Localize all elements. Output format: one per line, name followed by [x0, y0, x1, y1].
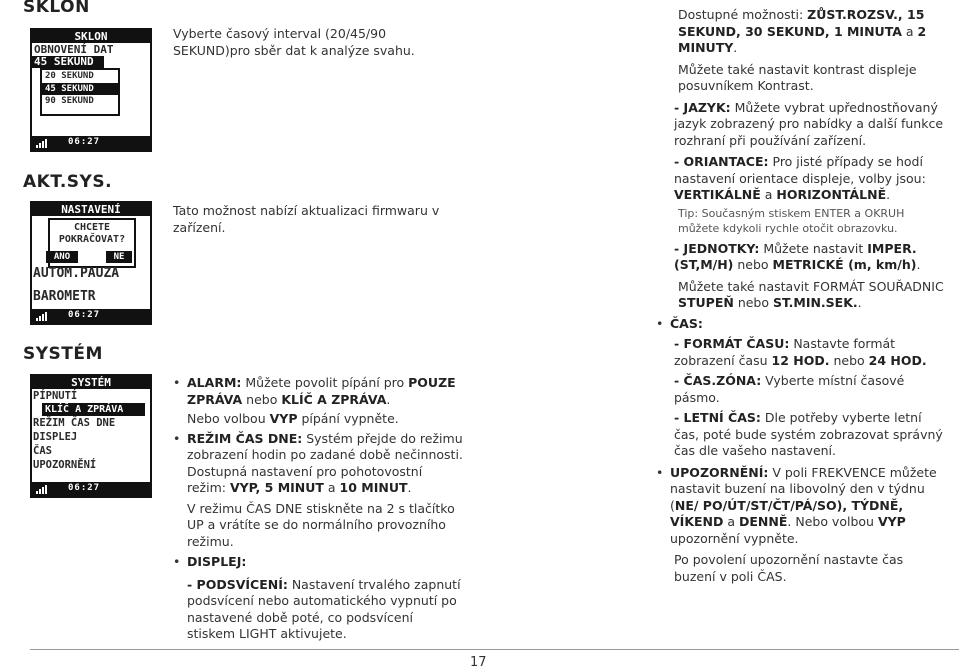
aktsys-description: Tato možnost nabízí aktualizaci firmwaru v zařízení.	[173, 203, 440, 235]
clock-time: 06:27	[68, 137, 101, 147]
screen-title: SYSTÉM	[32, 376, 150, 389]
screen-row: DISPLEJ	[33, 431, 78, 443]
screen-row: OBNOVENÍ DAT	[34, 43, 114, 56]
screen-row: REŽIM ČAS DNE	[33, 417, 116, 429]
sklon-description: Vyberte časový interval (20/45/90 SEKUND)pro sběr dat k analýze svahu.	[173, 26, 415, 58]
footer-divider	[30, 649, 959, 650]
displej-item: • DISPLEJ:	[173, 554, 463, 571]
screen-row: UPOZORNĚNÍ	[33, 459, 97, 471]
section-heading-system: SYSTÉM	[23, 344, 103, 364]
upozorneni-note: Po povolení upozornění nastavte čas buzení v poli ČAS.	[674, 552, 904, 584]
device-screen-sklon	[30, 28, 152, 152]
signal-icon	[36, 485, 46, 494]
screen-row: ČAS	[33, 445, 52, 457]
screen-title: SKLON	[32, 30, 150, 43]
option-item: 90 SEKUND	[45, 96, 94, 106]
screen-row: AUTOM.PAUZA	[33, 266, 120, 281]
podsviceni-item: - PODSVÍCENÍ: Nastavení trvalého zapnutí podsvícení nebo automatického vypnutí po nastavené době poté, co podsvícení stiskem LIGHT aktivujete.	[187, 576, 461, 641]
rezim-return-note: V režimu ČAS DNE stiskněte na 2 s tlačítko UP a vrátíte se do normálního provozního režimu.	[187, 500, 455, 549]
dialog-text: POKRAČOVAT?	[58, 234, 126, 245]
rezim-item: • REŽIM ČAS DNE: Systém přejde do režimu zobrazení hodin po zadané době nečinnosti.	[173, 431, 463, 464]
alarm-item: • ALARM: Můžete povolit pípání pro POUZE ZPRÁVA nebo KLÍČ A ZPRÁVA.	[173, 375, 463, 408]
jednotky-item: - JEDNOTKY: Můžete nastavit IMPER. (ST,M/H) nebo METRICKÉ (m, km/h).	[674, 240, 921, 272]
podsviceni-options: Dostupné možnosti: ZŮST.ROZSV., 15 SEKUND, 30 SEKUND, 1 MINUTA a 2 MINUTY.	[678, 7, 927, 55]
screen-row: BAROMETR	[33, 289, 96, 304]
yes-button: ANO	[46, 251, 78, 263]
section-heading-sklon: SKLON	[23, 0, 90, 17]
kontrast-note: Můžete také nastavit kontrast displeje posuvníkem Kontrast.	[678, 61, 917, 93]
format-casu-item: - FORMÁT ČASU: Nastavte formát zobrazení času 12 HOD. nebo 24 HOD.	[674, 336, 927, 368]
option-item-selected: 45 SEKUND	[42, 83, 118, 95]
status-bar	[32, 309, 150, 323]
signal-icon	[36, 312, 46, 321]
no-button: NE	[106, 251, 132, 263]
screen-row-selected: KLÍČ A ZPRÁVA	[42, 403, 145, 416]
signal-icon	[36, 139, 46, 148]
device-screen-aktsys	[30, 201, 152, 325]
device-screen-system	[30, 374, 152, 498]
screen-row-selected: 45 SEKUND	[32, 56, 104, 68]
upozorneni-item: • UPOZORNĚNÍ: V poli FREKVENCE můžete nastavit buzení na libovolný den v týdnu (NE/ PO/ÚT/ST/ČT/PÁ/SO), TÝDNĚ, VÍKEND a DENNĚ. Nebo volbou VYP upozornění vypněte.	[656, 465, 946, 548]
section-heading-aktsys: AKT.SYS.	[23, 172, 113, 192]
format-souradnic-note: Můžete také nastavit FORMÁT SOUŘADNIC STUPEŇ nebo ST.MIN.SEK..	[678, 278, 944, 310]
letni-cas-item: - LETNÍ ČAS: Dle potřeby vyberte letní čas, poté bude systém zobrazovat správný čas dle vašeho nastavení.	[674, 410, 943, 458]
page-number: 17	[470, 655, 487, 670]
options-popup	[40, 68, 120, 116]
cas-item: • ČAS:	[656, 316, 946, 333]
rezim-options: Dostupná nastavení pro pohotovostní režim: VYP, 5 MINUT a 10 MINUT.	[187, 463, 423, 495]
status-bar	[32, 136, 150, 150]
system-options-continued	[656, 7, 946, 585]
alarm-off-note: Nebo volbou VYP pípání vypněte.	[187, 411, 399, 426]
clock-time: 06:27	[68, 310, 101, 320]
casova-zona-item: - ČAS.ZÓNA: Vyberte místní časové pásmo.	[674, 373, 905, 405]
dialog-text: CHCETE	[73, 222, 111, 233]
tip-note: Tip: Současným stiskem ENTER a OKRUH můžete kdykoli rychle otočit obrazovku.	[678, 206, 905, 235]
jazyk-item: - JAZYK: Můžete vybrat upřednostňovaný jazyk zobrazený pro nabídky a další funkce rozhraní při používání zařízení.	[674, 99, 944, 148]
clock-time: 06:27	[68, 483, 101, 493]
system-options-list	[173, 375, 463, 643]
orientace-item: - ORIANTACE: Pro jisté případy se hodí nastavení orientace displeje, volby jsou: VERTIKÁLNĚ a HORIZONTÁLNĚ.	[674, 154, 926, 202]
screen-title: NASTAVENÍ	[32, 203, 150, 216]
status-bar	[32, 482, 150, 496]
option-item: 20 SEKUND	[45, 71, 94, 81]
screen-row: PÍPNUTÍ	[33, 390, 78, 402]
